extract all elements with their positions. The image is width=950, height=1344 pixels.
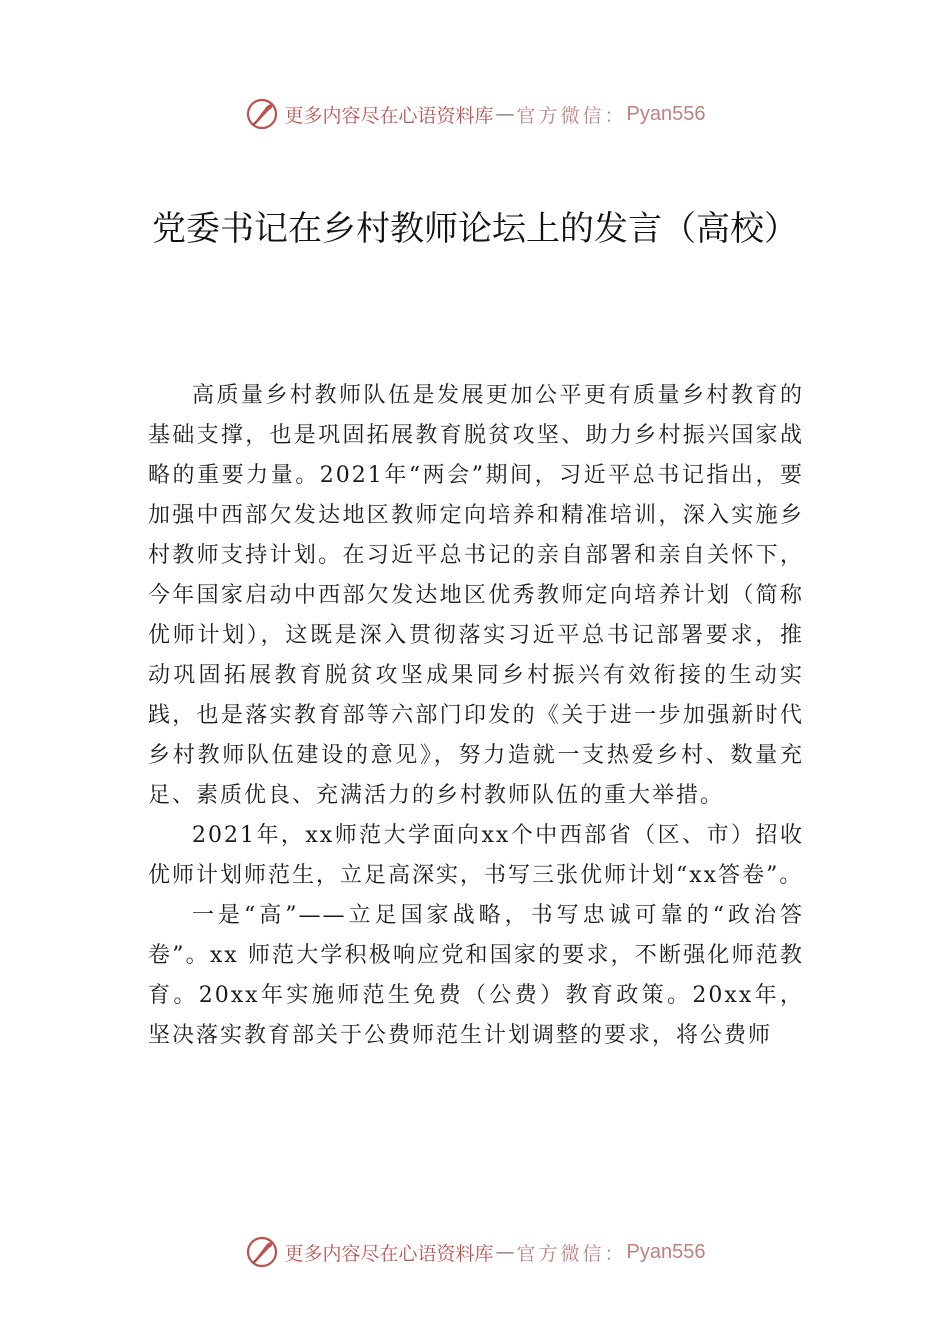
banner-wechat-id: Pyan556 [626,1240,706,1263]
document-body [148,376,804,1056]
paragraph-2: 2021年，xx师范大学面向xx个中西部省（区、市）招收优师计划师范生，立足高深实，书写三张优师计划“xx答卷”。 [148,823,804,888]
quill-pen-logo-icon [245,97,279,131]
banner-wechat-label: 官方微信： [516,104,627,127]
banner-separator: — [495,1241,515,1263]
banner-separator: — [495,103,515,125]
paragraph-1: 高质量乡村教师队伍是发展更加公平更有质量乡村教育的基础支撑，也是巩固拓展教育脱贫攻坚、助力乡村振兴国家战略的重要力量。2021年“两会”期间，习近平总书记指出，要加强中西部欠发达地区教师定向培养和精准培训，深入实施乡村教师支持计划。在习近平总书记的亲自部署和亲自关怀下，今年国家启动中西部欠发达地区优秀教师定向培养计划（简称优师计划），这既是深入贯彻落实习近平总书记部署要求，推动巩固拓展教育脱贫攻坚成果同乡村振兴有效衔接的生动实践，也是落实教育部等六部门印发的《关于进一步加强新时代乡村教师队伍建设的意见》，努力造就一支热爱乡村、数量充足、素质优良、充满活力的乡村教师队伍的重大举措。 [148,383,804,808]
header-banner [0,92,950,136]
paragraph-3: 一是“高”——立足国家战略，书写忠诚可靠的“政治答卷”。xx 师范大学积极响应党和国家的要求，不断强化师范教育。20xx年实施师范生免费（公费）教育政策。20xx年， 坚决落实教育部关于公费师范生计划调整的要求，将公费师 [148,903,804,1048]
banner-text: 更多内容尽在心语资料库 [284,1242,494,1265]
banner-text: 更多内容尽在心语资料库 [284,104,494,127]
quill-pen-logo-icon [245,1235,279,1269]
footer-banner [0,1230,950,1274]
document-title: 党委书记在乡村教师论坛上的发言（高校） [152,209,798,249]
banner-wechat-label: 官方微信： [516,1242,627,1265]
banner-wechat-id: Pyan556 [626,102,706,125]
